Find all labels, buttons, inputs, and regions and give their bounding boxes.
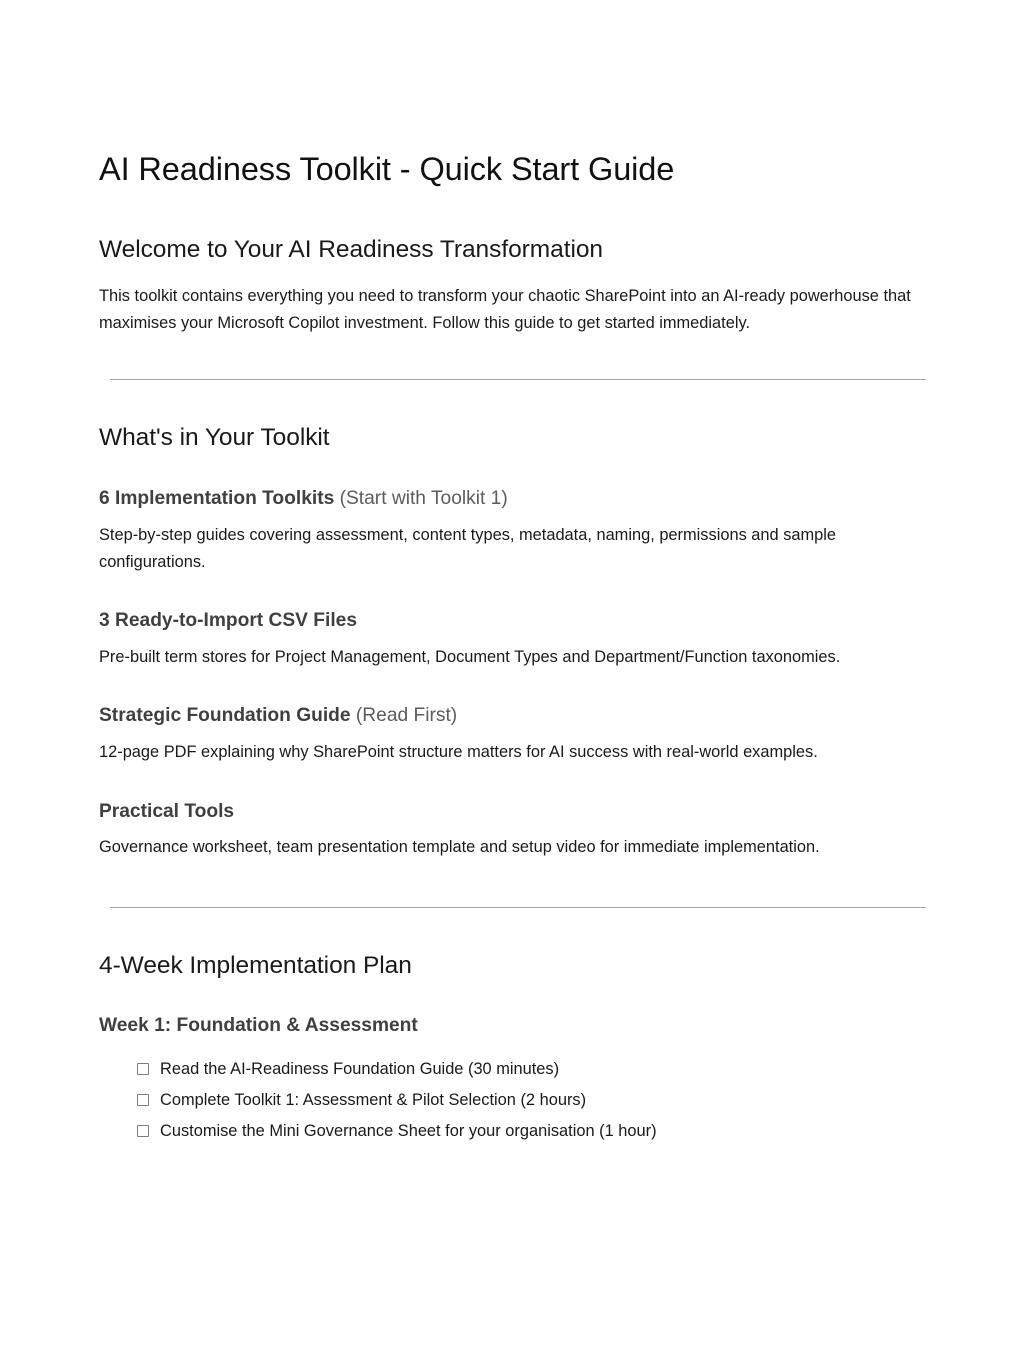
welcome-paragraph: This toolkit contains everything you need to transform your chaotic SharePoint into an AI-ready powerhouse that maximises your Microsoft Copilot investment. Follow this guide to get started immediately. (99, 286, 911, 332)
section-heading-plan: 4-Week Implementation Plan (99, 951, 412, 979)
list-item[interactable] (99, 1086, 927, 1115)
page-title: AI Readiness Toolkit - Quick Start Guide (99, 151, 675, 187)
toolkit-item-description-2: Pre-built term stores for Project Management, Document Types and Department/Function taxonomies. (99, 648, 841, 667)
checklist-item-label: Read the AI-Readiness Foundation Guide (30 minutes) (160, 1060, 560, 1079)
checkbox-unchecked-icon[interactable] (137, 1125, 149, 1137)
toolkit-item-title-text-1: 6 Implementation Toolkits (99, 487, 335, 509)
toolkit-item-title-4 (99, 767, 927, 825)
toolkit-item-title-text-2: 3 Ready-to-Import CSV Files (99, 610, 358, 632)
toolkit-item-note-1 (334, 488, 507, 509)
checkbox-unchecked-icon[interactable] (137, 1063, 149, 1075)
toolkit-item-note-text-3: (Read First) (355, 705, 458, 727)
section-heading-toolkit: What's in Your Toolkit (99, 424, 330, 452)
document-content (99, 0, 927, 1148)
toolkit-item-description-4: Governance worksheet, team presentation template and setup video for immediate implementation. (99, 838, 820, 857)
toolkit-item-title-2 (99, 576, 927, 634)
toolkit-item-title-1 (99, 454, 927, 512)
toolkit-item-note-3 (351, 705, 458, 726)
list-item[interactable] (99, 1117, 927, 1146)
toolkit-item-title-text-3: Strategic Foundation Guide (99, 705, 351, 727)
week-1-checklist (99, 1039, 927, 1146)
toolkit-item-title-text-4: Practical Tools (99, 800, 235, 822)
toolkit-item-description-3: 12-page PDF explaining why SharePoint structure matters for AI success with real-world examples. (99, 743, 818, 762)
checklist-item-label: Customise the Mini Governance Sheet for your organisation (1 hour) (160, 1122, 657, 1141)
toolkit-item-note-text-1: (Start with Toolkit 1) (339, 487, 508, 509)
checklist-item-label: Complete Toolkit 1: Assessment & Pilot Selection (2 hours) (160, 1091, 587, 1110)
checkbox-unchecked-icon[interactable] (137, 1094, 149, 1106)
toolkit-item-description-1: Step-by-step guides covering assessment, content types, metadata, naming, permissions and sample configurations. (99, 525, 837, 571)
list-item[interactable] (99, 1055, 927, 1084)
section-heading-welcome: Welcome to Your AI Readiness Transformation (99, 236, 604, 263)
week-heading-1: Week 1: Foundation & Assessment (99, 1015, 418, 1037)
toolkit-item-title-3 (99, 671, 927, 729)
